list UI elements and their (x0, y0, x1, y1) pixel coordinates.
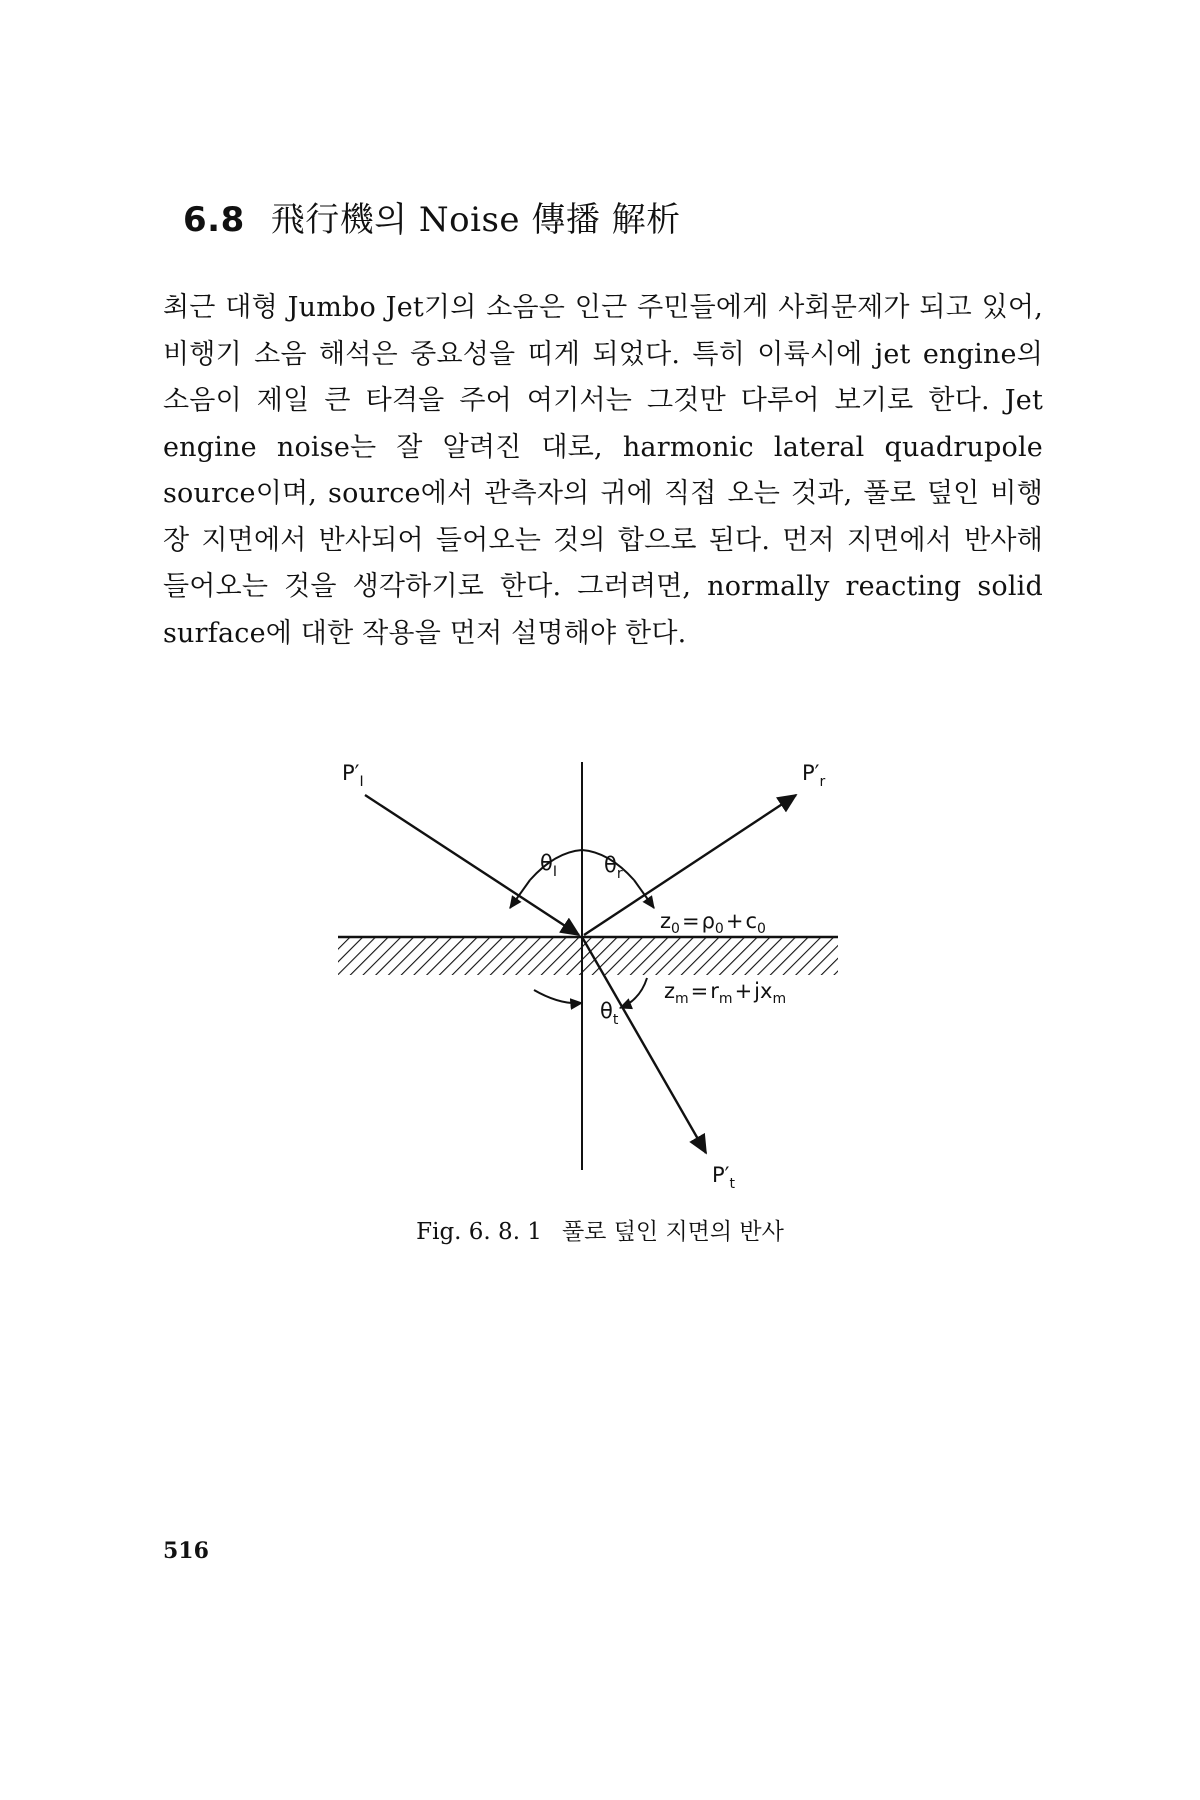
figure-caption (0, 1213, 1200, 1246)
theta-r-arc-arrow (634, 880, 654, 908)
theta-i-arc-arrow (510, 880, 530, 908)
ground-surface-hatch (338, 937, 838, 975)
theta-reflected-label: $\theta_r$ (604, 853, 623, 882)
theta-incident-label: $\theta_I$ (540, 851, 557, 880)
section-title: 飛行機의 Noise 傳播 解析 (270, 200, 681, 240)
theta-t-arc-right (620, 978, 647, 1008)
figure-caption-number: Fig. 6. 8. 1 (416, 1219, 542, 1245)
p-reflected-label: $P'_r$ (802, 761, 826, 790)
z0-formula: $z_0=\rho_0+c_0$ (660, 909, 766, 937)
page-number: 516 (163, 1538, 209, 1564)
zm-formula: $z_m=r_m+jx_m$ (664, 979, 787, 1007)
figure-caption-text: 풀로 덮인 지면의 반사 (561, 1219, 784, 1245)
p-incident-label: $P'_I$ (342, 761, 364, 790)
reflection-figure (320, 750, 880, 1200)
section-number: 6.8 (183, 200, 245, 240)
reflection-diagram (320, 750, 880, 1200)
section-heading (183, 192, 681, 241)
theta-transmitted-label: $\theta_t$ (600, 999, 619, 1028)
p-transmitted-label: $P'_t$ (712, 1163, 735, 1192)
theta-t-arc-left (534, 990, 582, 1003)
body-paragraph: 최근 대형 Jumbo Jet기의 소음은 인근 주민들에게 사회문제가 되고 있어, 비행기 소음 해석은 중요성을 띠게 되었다. 특히 이륙시에 jet engine의 소음이 제일 큰 타격을 주어 여기서는 그것만 다루어 보기로 한다. Jet engine noise는 잘 알려진 대로, harmonic lateral quadrupole source이며, source에서 관측자의 귀에 직접 오는 것과, 풀로 덮인 비행장 지면에서 반사되어 들어오는 것의 합으로 된다. 먼저 지면에서 반사해 들어오는 것을 생각하기로 한다. 그러려면, normally reacting solid surface에 대한 작용을 먼저 설명해야 한다. (163, 292, 1043, 649)
